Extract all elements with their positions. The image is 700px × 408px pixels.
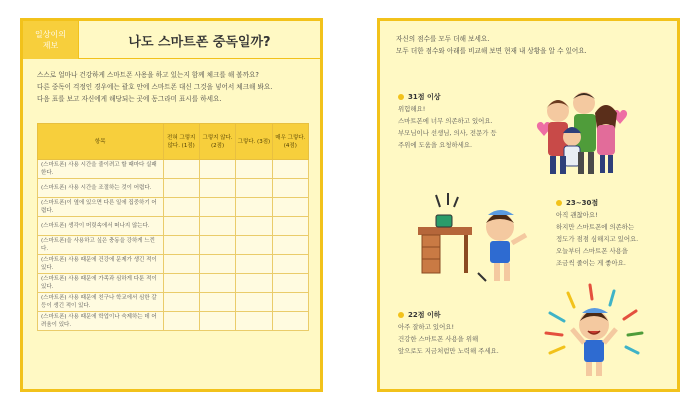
score-cell[interactable] [163,312,199,331]
score-cell[interactable] [272,217,308,236]
result-block-high [398,91,497,151]
table-row [38,160,309,179]
family-illustration [530,89,630,177]
table-row [38,293,309,312]
score-cell[interactable] [163,274,199,293]
score-cell[interactable] [272,255,308,274]
result-line: 스마트폰에 너무 의존하고 있어요. [398,117,493,125]
question-cell: (스마트폰) 사용 때문에 친구나 학교에서 심한 갈등이 생긴 적이 있다. [38,293,164,312]
score-cell[interactable] [163,160,199,179]
question-cell: (스마트폰) 생각이 머릿속에서 떠나지 않는다. [38,217,164,236]
happy-boy-illustration [540,283,650,379]
question-cell: (스마트폰) 사용 때문에 가족과 심하게 다툰 적이 있다. [38,274,164,293]
checklist-table [37,123,309,331]
table-row [38,198,309,217]
intro-line: 다음 표를 보고 자신에게 해당되는 곳에 동그라미 표시를 하세요. [37,95,222,103]
result-range: 23~30점 [566,199,599,207]
question-cell: (스마트폰)을 사용하고 싶은 충동을 강하게 느낀다. [38,236,164,255]
score-cell[interactable] [163,255,199,274]
instruction-line: 자신의 점수를 모두 더해 보세요. [396,35,490,43]
instruction-line: 모두 더한 점수와 아래를 비교해 보면 현재 내 상황을 알 수 있어요. [396,47,587,55]
score-cell[interactable] [199,217,235,236]
result-line: 아직 괜찮아요! [556,211,598,219]
result-line: 아주 잘하고 있어요! [398,323,455,331]
result-line: 정도가 점점 심해지고 있어요. [556,235,639,243]
score-cell[interactable] [236,293,272,312]
score-cell[interactable] [236,274,272,293]
intro-line: 스스로 얼마나 건강하게 스마트폰 사용을 하고 있는지 함께 체크를 해 볼까요? [37,71,259,79]
column-header-2: 그렇지 않다. (2점) [199,124,235,160]
page-header [23,21,320,59]
column-header-question: 항목 [38,124,164,160]
header-label [23,21,79,59]
result-line: 건강한 스마트폰 사용을 위해 [398,335,479,343]
score-cell[interactable] [163,236,199,255]
score-cell[interactable] [163,198,199,217]
score-cell[interactable] [272,179,308,198]
score-cell[interactable] [199,198,235,217]
score-instructions [396,33,661,57]
result-block-low [398,309,499,357]
result-line: 하지만 스마트폰에 의존하는 [556,223,635,231]
left-page [20,18,323,392]
bullet-dot [398,94,404,100]
table-row [38,217,309,236]
result-line: 조금씩 줄이는 게 좋아요. [556,259,626,267]
score-cell[interactable] [236,160,272,179]
bullet-dot [398,312,404,318]
result-line: 앞으로도 지금처럼만 노력해 주세요. [398,347,499,355]
table-header-row [38,124,309,160]
score-cell[interactable] [272,236,308,255]
score-cell[interactable] [199,274,235,293]
score-cell[interactable] [236,217,272,236]
header-label-text: 일상이의 제보 [35,30,66,50]
column-header-1: 전혀 그렇지 않다. (1점) [163,124,199,160]
score-cell[interactable] [199,179,235,198]
question-cell: (스마트폰)이 옆에 있으면 다른 일에 집중하기 어렵다. [38,198,164,217]
score-cell[interactable] [272,312,308,331]
question-cell: (스마트폰) 사용 시간을 조절하는 것이 어렵다. [38,179,164,198]
question-cell: (스마트폰) 사용 시간을 줄이려고 할 때마다 실패한다. [38,160,164,179]
table-row [38,236,309,255]
table-body [38,160,309,331]
score-cell[interactable] [272,160,308,179]
score-cell[interactable] [163,179,199,198]
score-cell[interactable] [199,236,235,255]
result-line: 주위에 도움을 요청하세요. [398,141,473,149]
bullet-dot [556,200,562,206]
table-row [38,255,309,274]
score-cell[interactable] [163,293,199,312]
result-block-mid [556,197,638,269]
score-cell[interactable] [272,274,308,293]
score-cell[interactable] [199,312,235,331]
table-row [38,274,309,293]
table-row [38,312,309,331]
question-cell: (스마트폰) 사용 때문에 학업이나 숙제하는 데 어려움이 있다. [38,312,164,331]
column-header-4: 매우 그렇다. (4점) [272,124,308,160]
table-row [38,179,309,198]
score-cell[interactable] [236,198,272,217]
column-header-3: 그렇다. (3점) [236,124,272,160]
score-cell[interactable] [236,179,272,198]
result-line: 오늘부터 스마트폰 사용을 [556,247,628,255]
right-page [377,18,680,392]
score-cell[interactable] [163,217,199,236]
score-cell[interactable] [199,160,235,179]
boy-phone-desk-illustration [414,191,534,291]
score-cell[interactable] [199,293,235,312]
score-cell[interactable] [199,255,235,274]
intro-line: 다른 중독이 걱정인 경우에는 괄호 안에 스마트폰 대신 그것을 넣어서 체크해 봐요. [37,83,273,91]
question-cell: (스마트폰) 사용 때문에 건강에 문제가 생긴 적이 있다. [38,255,164,274]
score-cell[interactable] [236,236,272,255]
score-cell[interactable] [236,255,272,274]
score-cell[interactable] [272,198,308,217]
result-range: 22점 이하 [408,311,441,319]
result-line: 부모님이나 선생님, 의사, 전문가 등 [398,129,497,137]
result-range: 31점 이상 [408,93,441,101]
score-cell[interactable] [236,312,272,331]
page-title: 나도 스마트폰 중독일까? [128,34,271,50]
intro-text [37,69,309,105]
score-cell[interactable] [272,293,308,312]
result-line: 위험해요! [398,105,426,113]
